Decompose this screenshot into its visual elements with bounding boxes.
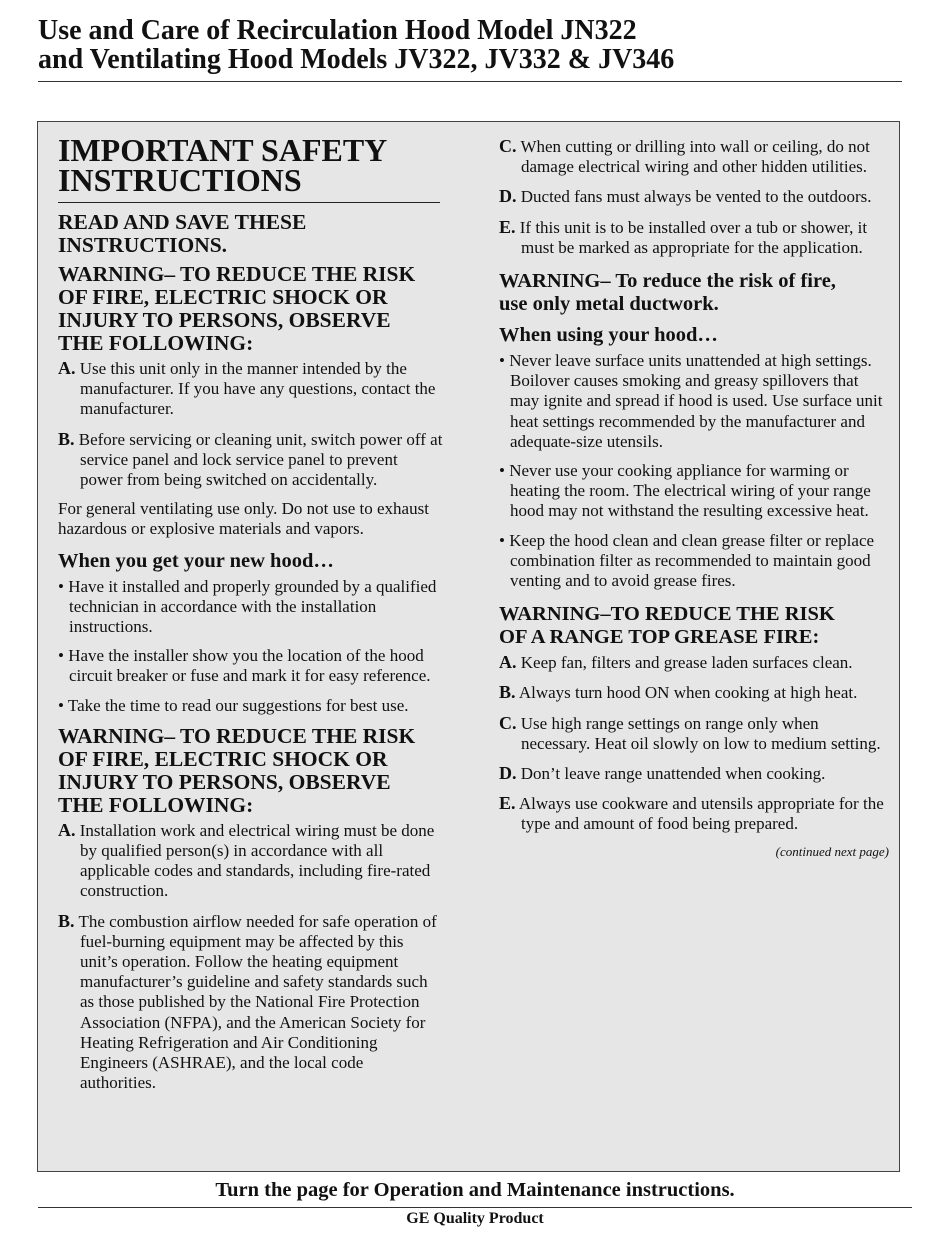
bullet-text: Never use your cooking appliance for warming or heating the room. The electrical wiring of your range hood may not withstand the resulting excessive heat. [509,461,871,521]
list-item: • Never leave surface units unattended at high settings. Boilover causes smoking and greasy spillovers that may ignite and spread if hood is used. Use surface unit heat settings recommended by the manufacturer and adequate-size utensils. [499,351,883,451]
title-line-1: Use and Care of Recirculation Hood Model JN322 [38,15,637,46]
heading-line: WARNING– TO REDUCE THE RISK [58,262,416,286]
read-save-heading [58,211,443,257]
bullet-text: Have the installer show you the location of the hood circuit breaker or fuse and mark it for easy reference. [68,646,431,686]
item-text: Use high range settings on range only when necessary. Heat oil slowly on low to medium setting. [520,713,881,753]
item-label: B. [58,910,75,931]
item-label: A. [58,819,76,840]
item-label: C. [499,712,517,733]
heading-line: OF FIRE, ELECTRIC SHOCK OR [58,285,388,309]
item-label: B. [58,428,75,449]
heading-line: IMPORTANT SAFETY [58,132,388,168]
warning-grease-fire [499,603,889,649]
item-text: Ducted fans must always be vented to the outdoors. [520,187,872,207]
instruction-item [499,652,889,673]
instruction-item [499,136,889,177]
heading-line: WARNING– To reduce the risk of fire, [499,270,836,293]
bullet-text: Take the time to read our suggestions for best use. [67,695,409,715]
item-label: E. [499,216,516,237]
item-label: B. [499,682,516,703]
heading-line: WARNING–TO REDUCE THE RISK [499,603,835,626]
bullet-text: Never leave surface units unattended at high settings. Boilover causes smoking and greasy spillovers that may ignite and spread if hood is used. Use surface unit heat settings recommended by the manufacturer and adequate-size utensils. [509,351,883,451]
instruction-item [499,682,889,703]
right-column [499,136,889,860]
instruction-item [499,186,889,207]
document-title [38,16,908,74]
warning-metal-ductwork [499,270,889,316]
item-text: If this unit is to be installed over a tub or shower, it must be marked as appropriate for the application. [519,217,868,257]
item-text: Always turn hood ON when cooking at high heat. [518,683,858,703]
item-text: Use this unit only in the manner intended by the manufacturer. If you have any questions, contact the manufacturer. [79,359,436,419]
heading-line: INJURY TO PERSONS, OBSERVE [58,769,391,794]
instruction-item [58,911,443,1094]
item-text: Installation work and electrical wiring must be done by qualified person(s) in accordance with all applicable codes and standards, including fire-rated construction. [79,820,435,901]
heading-line: OF A RANGE TOP GREASE FIRE: [499,626,820,649]
heading-line: WARNING– TO REDUCE THE RISK [58,723,416,748]
item-label: D. [499,763,517,784]
warning-heading-2 [58,725,443,817]
instruction-item [499,793,889,834]
brand-label: GE Quality Product [406,1210,544,1227]
item-label: D. [499,186,517,207]
left-column [58,132,443,1102]
turn-page-note: Turn the page for Operation and Maintenance instructions. [215,1179,735,1201]
safety-instructions-box [37,121,900,1172]
list-item: • Take the time to read our suggestions for best use. [58,695,409,715]
general-use-note: For general ventilating use only. Do not use to exhaust hazardous or explosive materials and vapors. [58,499,429,539]
item-text: The combustion airflow needed for safe operation of fuel-burning equipment may be affected by this unit’s operation. Follow the heating equipment manufacturer’s guideline and safety standards such as those published by the National Fire Protection Association (NFPA), and the American Society for Heating Refrigeration and Air Conditioning Engineers (ASHRAE), and the local code authorities. [78,911,437,1093]
item-label: A. [58,358,76,378]
list-item: • Keep the hood clean and clean grease filter or replace combination filter as recommended to maintain good venting and to avoid grease fires. [499,530,875,591]
heading-line: THE FOLLOWING: [58,792,254,817]
warning-heading-1 [58,263,443,355]
bullet-text: Have it installed and properly grounded by a qualified technician in accordance with the installation instructions. [68,576,437,637]
footer-divider [38,1207,912,1208]
important-safety-heading [58,132,440,203]
instruction-item [499,763,889,784]
instruction-item [58,820,443,902]
using-hood-heading: When using your hood… [499,324,718,347]
item-label: E. [499,793,516,814]
item-text: Always use cookware and utensils appropriate for the type and amount of food being prepared. [518,794,884,834]
item-text: Keep fan, filters and grease laden surfaces clean. [520,653,853,673]
item-text: Before servicing or cleaning unit, switch power off at service panel and lock service panel to prevent power from being switched on accidentally. [78,429,443,490]
title-line-2: and Ventilating Hood Models JV322, JV332 & JV346 [38,44,675,75]
heading-line: READ AND SAVE THESE [58,210,307,234]
title-divider [38,81,902,82]
heading-line: use only metal ductwork. [499,293,719,316]
item-label: A. [499,652,517,673]
heading-line: INSTRUCTIONS [58,162,302,198]
list-item: • Have the installer show you the location of the hood circuit breaker or fuse and mark it for easy reference. [58,646,431,686]
heading-line: THE FOLLOWING: [58,331,254,355]
list-item: • Have it installed and properly grounded by a qualified technician in accordance with the installation instructions. [58,576,437,637]
instruction-item [499,713,889,754]
instruction-item [58,429,443,491]
heading-line: INSTRUCTIONS. [58,233,228,257]
bullet-text: Keep the hood clean and clean grease filter or replace combination filter as recommended to maintain good venting and to avoid grease fires. [509,530,875,591]
heading-line: OF FIRE, ELECTRIC SHOCK OR [58,746,388,771]
item-text: When cutting or drilling into wall or ceiling, do not damage electrical wiring and other hidden utilities. [520,137,870,177]
item-text: Don’t leave range unattended when cooking. [520,764,826,784]
continued-note: (continued next page) [775,843,889,859]
new-hood-heading: When you get your new hood… [58,549,334,572]
instruction-item [499,217,889,258]
heading-line: INJURY TO PERSONS, OBSERVE [58,308,391,332]
item-label: C. [499,136,517,156]
list-item: • Never use your cooking appliance for warming or heating the room. The electrical wiring of your range hood may not withstand the resulting excessive heat. [499,461,871,521]
instruction-item [58,358,443,420]
